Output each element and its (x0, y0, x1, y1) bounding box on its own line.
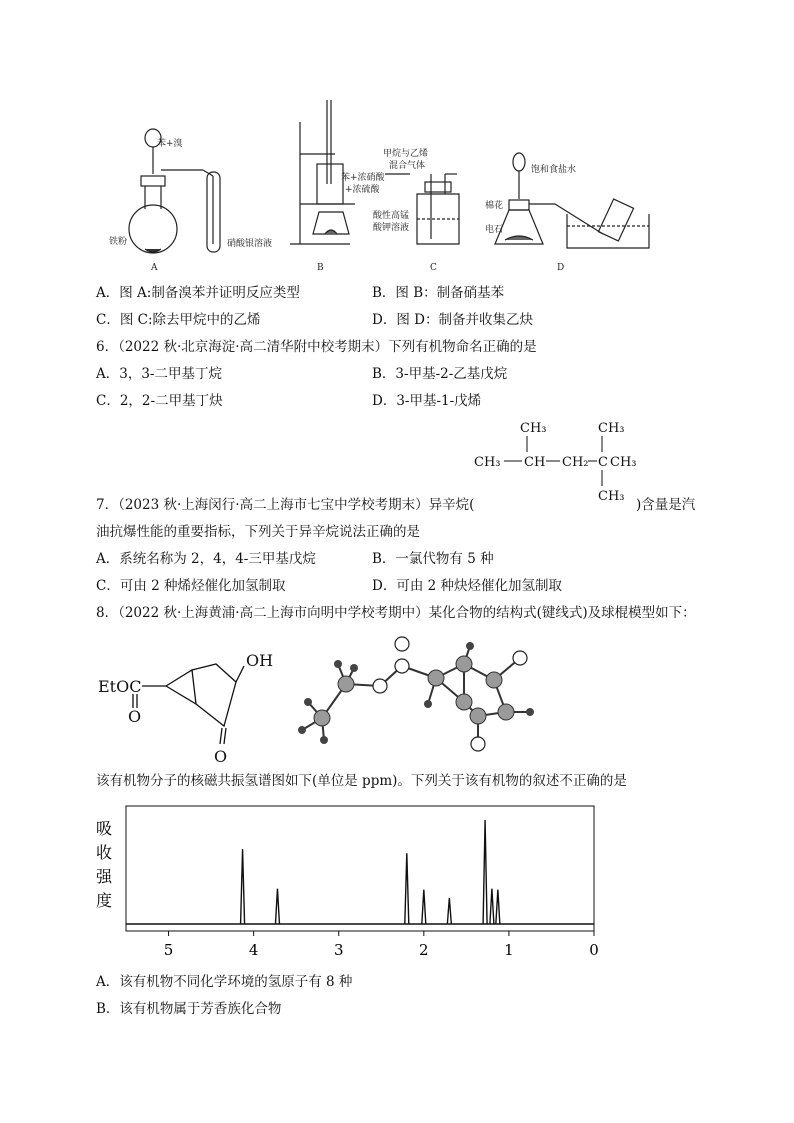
q7-stem-part2: )含量是汽 (636, 497, 696, 513)
structure-o2-label: O (214, 747, 228, 766)
apparatus-figure (95, 94, 695, 274)
nmr-x-tick-label: 3 (333, 941, 344, 959)
nmr-peak (405, 853, 409, 924)
q7-option-b: B．一氯代物有 5 种 (372, 551, 494, 567)
nmr-ylabel-char: 吸 (96, 819, 113, 838)
formula-ch: CH (524, 455, 546, 470)
q6-option-a: A．3，3-二甲基丁烷 (96, 366, 222, 382)
q6-option-d: D．3-甲基-1-戊烯 (372, 393, 482, 409)
apparatus-b-tag2: +浓硫酸 (345, 185, 380, 195)
q8-option-a: A．该有机物不同化学环境的氢原子有 8 种 (96, 974, 353, 990)
apparatus-c-drawing (385, 174, 459, 244)
q7-stem-part3: 油抗爆性能的重要指标，下列关于异辛烷说法正确的是 (96, 524, 420, 540)
apparatus-c-label: C (430, 263, 437, 273)
nmr-y-axis-label (96, 819, 113, 910)
nmr-x-tick-label: 0 (589, 941, 599, 959)
q8-option-b: B．该有机物属于芳香族化合物 (96, 1001, 282, 1017)
apparatus-a-tag1: 苯+溴 (157, 139, 183, 149)
nmr-ylabel-char: 收 (96, 843, 113, 862)
q5-option-c: C．图 C:除去甲烷中的乙烯 (96, 312, 261, 328)
apparatus-d-tag2: 棉花 (485, 201, 504, 211)
nmr-x-tick-label: 2 (419, 941, 429, 959)
nmr-x-tick-label: 1 (504, 941, 514, 959)
formula-c: C (598, 455, 608, 470)
nmr-peak (422, 890, 426, 924)
nmr-ylabel-char: 强 (96, 867, 113, 886)
skeletal-structure (96, 640, 286, 770)
nmr-x-axis (164, 931, 599, 959)
nmr-peak (483, 820, 487, 924)
ball-stick-model (288, 632, 558, 762)
apparatus-b-tag1: 苯+浓硝酸 (341, 173, 385, 183)
q7-stem-part1: 7．（2023 秋·上海闵行·高二上海市七宝中学校考期末）异辛烷( (96, 497, 475, 513)
nmr-peak (241, 849, 245, 924)
nmr-peaks (241, 820, 500, 924)
q7-option-d: D．可由 2 种炔烃催化加氢制取 (372, 578, 562, 594)
apparatus-d-tag1: 饱和食盐水 (531, 165, 577, 175)
nmr-peak (275, 889, 279, 924)
apparatus-b-label: B (317, 263, 324, 273)
formula-ch3-left: CH₃ (474, 455, 501, 470)
apparatus-b-drawing (290, 100, 355, 244)
formula-ch3-bottom: CH₃ (598, 489, 625, 504)
q5-option-a: A．图 A:制备溴苯并证明反应类型 (96, 285, 300, 301)
formula-ch3-right: CH₃ (610, 455, 637, 470)
q6-stem: 6．（2022 秋·北京海淀·高二清华附中校考期末）下列有机物命名正确的是 (96, 339, 537, 355)
isooctane-formula (470, 416, 640, 512)
q8-stem: 8．（2022 秋·上海黄浦·高二上海市向明中学校考期中）某化合物的结构式(键线式)及球棍模型如下： (96, 605, 696, 621)
apparatus-a-label: A (151, 263, 158, 273)
nmr-x-tick-label: 5 (163, 941, 174, 959)
apparatus-c-tag2: 混合气体 (389, 161, 426, 171)
apparatus-d-tag3: 电石 (485, 225, 504, 235)
q8-nmr-intro: 该有机物分子的核磁共振氢谱图如下(单位是 ppm)。下列关于该有机物的叙述不正确的是 (96, 773, 627, 789)
q6-option-c: C．2，2-二甲基丁炔 (96, 393, 223, 409)
nmr-plot-frame (126, 806, 594, 931)
apparatus-c-tag3: 酸性高锰 (373, 211, 410, 221)
nmr-ylabel-char: 度 (96, 891, 113, 910)
apparatus-a-tag2: 铁粉 (109, 237, 128, 247)
structure-o1-label: O (128, 707, 142, 726)
apparatus-d-label: D (557, 263, 565, 273)
structure-etoc-label: EtOC (98, 677, 142, 696)
q7-option-c: C．可由 2 种烯烃催化加氢制取 (96, 578, 286, 594)
formula-ch2: CH₂ (562, 455, 589, 470)
nmr-spectrum-chart (90, 800, 610, 970)
q7-option-a: A．系统名称为 2，4，4-三甲基戊烷 (96, 551, 316, 567)
structure-oh-label: OH (246, 651, 274, 670)
apparatus-c-tag1: 甲烷与乙烯 (383, 149, 429, 159)
nmr-peak (490, 889, 494, 924)
apparatus-c-tag4: 酸钾溶液 (373, 223, 410, 233)
formula-ch3-top2: CH₃ (598, 421, 625, 436)
formula-ch3-top1: CH₃ (520, 421, 547, 436)
nmr-x-tick-label: 4 (248, 941, 259, 959)
apparatus-a-tag3: 硝酸银溶液 (227, 239, 273, 249)
q6-option-b: B．3-甲基-2-乙基戊烷 (372, 366, 508, 382)
q5-option-b: B．图 B：制备硝基苯 (372, 285, 505, 301)
nmr-peak (447, 898, 451, 924)
q5-option-d: D．图 D：制备并收集乙炔 (372, 312, 533, 328)
nmr-peak (496, 890, 500, 924)
